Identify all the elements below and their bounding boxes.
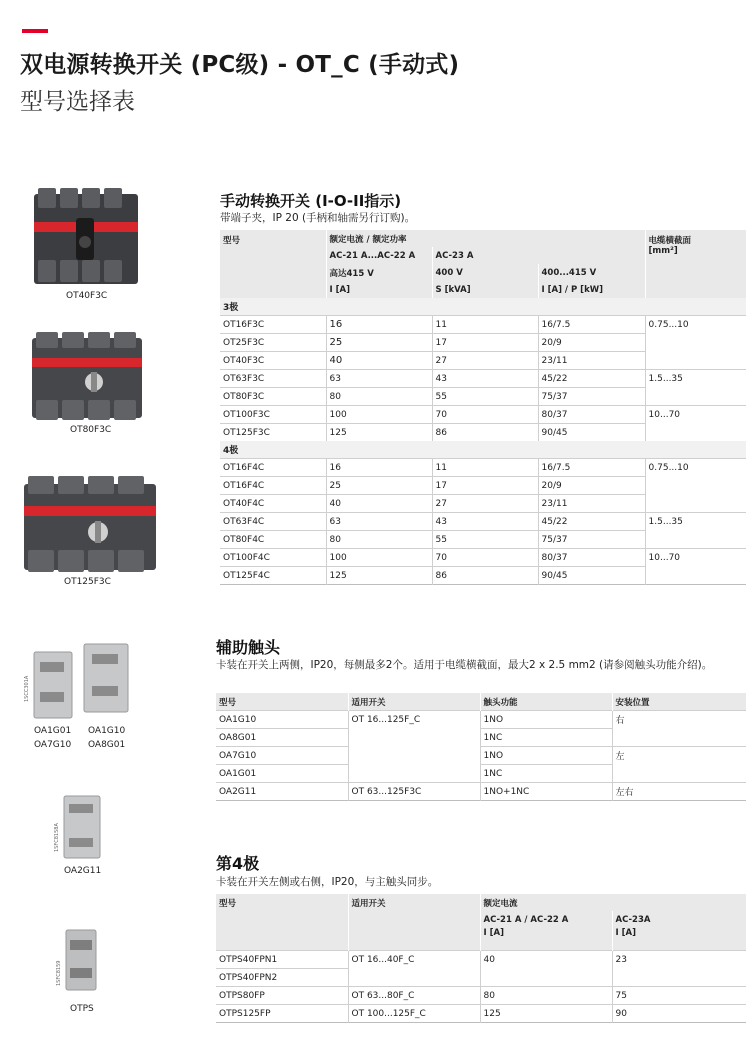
group-row-4pole <box>220 441 746 459</box>
cell-model: OT16F4C <box>220 459 326 477</box>
cell-kva: 17 <box>432 477 538 495</box>
col-model: 型号 <box>216 693 348 711</box>
cell-position <box>612 729 746 747</box>
table-row <box>220 531 746 549</box>
table-row <box>220 370 746 388</box>
cell-cable: 10...70 <box>645 549 746 567</box>
page-title: 双电源转换开关 (PC级) - OT_C (手动式) <box>20 52 460 78</box>
aux-section-title: 辅助触头 <box>216 638 281 657</box>
cell-cable <box>645 424 746 442</box>
group-label: 4极 <box>220 441 746 459</box>
accent-bar <box>22 29 48 33</box>
cell-ip: 80/37 <box>538 406 645 424</box>
cell-model: OT80F3C <box>220 388 326 406</box>
col-model: 型号 <box>216 894 348 951</box>
cell-current: 40 <box>326 352 432 370</box>
cell-function: 1NC <box>480 729 612 747</box>
aux-contact-image <box>26 644 138 720</box>
cell-ip: 16/7.5 <box>538 316 645 334</box>
aux-table <box>216 693 746 801</box>
table-row <box>220 549 746 567</box>
cell-cable: 0.75...10 <box>645 316 746 334</box>
ot80f3c-switch-image <box>28 332 146 422</box>
cell-model: OT80F4C <box>220 531 326 549</box>
table-row <box>216 711 746 729</box>
cell-kva: 55 <box>432 388 538 406</box>
col-cable <box>645 230 746 298</box>
table-row <box>216 747 746 765</box>
cell-model: OT100F4C <box>220 549 326 567</box>
cell-cable <box>645 477 746 495</box>
col-v400-415: 400...415 V <box>538 264 645 281</box>
cell-current: 63 <box>326 370 432 388</box>
cell-ip: 75/37 <box>538 388 645 406</box>
cell-ip: 75/37 <box>538 531 645 549</box>
cell-switch <box>348 765 480 783</box>
cell-kva: 27 <box>432 495 538 513</box>
cell-function: 1NC <box>480 765 612 783</box>
pole4-table <box>216 894 746 1023</box>
cell-model: OA2G11 <box>216 783 348 801</box>
table-row <box>216 765 746 783</box>
switch-section-desc: 带端子夹，IP 20 (手柄和轴需另行订购)。 <box>220 212 416 224</box>
switch-table <box>220 230 746 585</box>
cell-kva: 86 <box>432 424 538 442</box>
col-rated: 额定电流 <box>480 894 746 911</box>
cell-ip: 23/11 <box>538 352 645 370</box>
table-row <box>220 352 746 370</box>
switch-section-title: 手动转换开关 (I-O-II指示) <box>220 192 402 210</box>
cell-current: 63 <box>326 513 432 531</box>
cell-ip: 90/45 <box>538 567 645 585</box>
otps-product-code: 1SFC8159 <box>56 960 62 986</box>
col-ac21: AC-21 A...AC-22 A <box>326 247 432 264</box>
cell-ip: 80/37 <box>538 549 645 567</box>
aux-table-header <box>216 693 746 711</box>
cell-ac21: 80 <box>480 987 612 1005</box>
col-ipkw: I [A] / P [kW] <box>538 281 645 298</box>
cell-model: OT63F3C <box>220 370 326 388</box>
oa2g11-contact-image <box>54 794 104 860</box>
cell-position: 右 <box>612 711 746 729</box>
table-row <box>220 406 746 424</box>
col-cable-label: 电缆横截面 <box>648 236 692 246</box>
pole4-section-desc: 卡装在开关左侧或右侧，IP20，与主触头同步。 <box>216 876 439 888</box>
cell-model: OT40F3C <box>220 352 326 370</box>
cell-kva: 70 <box>432 549 538 567</box>
col-ac23: AC-23 A <box>432 247 645 264</box>
table-row <box>216 729 746 747</box>
cell-current: 125 <box>326 424 432 442</box>
col-ia: I [A] <box>326 281 432 298</box>
cell-switch <box>348 969 480 987</box>
col-ac23: AC-23A <box>612 911 746 928</box>
cell-cable <box>645 567 746 585</box>
cell-ac21: 125 <box>480 1005 612 1023</box>
page-subtitle: 型号选择表 <box>20 89 135 115</box>
cell-model: OT125F3C <box>220 424 326 442</box>
cell-current: 25 <box>326 477 432 495</box>
ot125f3c-switch-image <box>20 476 160 574</box>
cell-ac21 <box>480 969 612 987</box>
cell-cable <box>645 334 746 352</box>
cell-ip: 90/45 <box>538 424 645 442</box>
product-label-oa7g10: OA7G10 <box>34 740 72 750</box>
cell-ac21: 40 <box>480 951 612 969</box>
cell-switch: OT 100...125F_C <box>348 1005 480 1023</box>
cell-kva: 43 <box>432 370 538 388</box>
product-label-oa1g01: OA1G01 <box>34 726 72 736</box>
cell-current: 25 <box>326 334 432 352</box>
cell-function: 1NO+1NC <box>480 783 612 801</box>
cell-model: OA7G10 <box>216 747 348 765</box>
switch-table-header <box>220 230 746 247</box>
cell-position <box>612 765 746 783</box>
table-row <box>220 459 746 477</box>
cell-current: 100 <box>326 549 432 567</box>
cell-ac23 <box>612 969 746 987</box>
cell-ip: 16/7.5 <box>538 459 645 477</box>
cell-cable <box>645 495 746 513</box>
cell-kva: 17 <box>432 334 538 352</box>
product-label-otps: OTPS <box>70 1004 94 1014</box>
table-row <box>220 316 746 334</box>
cell-model: OTPS40FPN1 <box>216 951 348 969</box>
table-row <box>216 969 746 987</box>
cell-model: OA1G10 <box>216 711 348 729</box>
product-label-oa8g01: OA8G01 <box>88 740 126 750</box>
cell-switch: OT 63...80F_C <box>348 987 480 1005</box>
ot40f3c-switch-image <box>30 188 142 288</box>
table-row <box>220 477 746 495</box>
table-row <box>216 951 746 969</box>
col-model: 型号 <box>220 230 326 264</box>
cell-function: 1NO <box>480 711 612 729</box>
col-function: 触头功能 <box>480 693 612 711</box>
cell-model: OT16F3C <box>220 316 326 334</box>
cell-cable <box>645 531 746 549</box>
cell-current: 100 <box>326 406 432 424</box>
table-row <box>220 424 746 442</box>
cell-model: OT25F3C <box>220 334 326 352</box>
table-row <box>220 567 746 585</box>
col-rated: 额定电流 / 额定功率 <box>326 230 645 247</box>
cell-model: OA8G01 <box>216 729 348 747</box>
cell-model: OT100F3C <box>220 406 326 424</box>
col-v400: 400 V <box>432 264 538 281</box>
cell-position: 左右 <box>612 783 746 801</box>
cell-ip: 45/22 <box>538 513 645 531</box>
cell-switch: OT 16...125F_C <box>348 711 480 729</box>
cell-ac23: 23 <box>612 951 746 969</box>
cell-switch <box>348 747 480 765</box>
cell-ip: 20/9 <box>538 334 645 352</box>
pole4-section-title: 第4极 <box>216 854 260 873</box>
cell-switch: OT 16...40F_C <box>348 951 480 969</box>
cell-cable: 1.5...35 <box>645 370 746 388</box>
cell-kva: 11 <box>432 459 538 477</box>
cell-ip: 20/9 <box>538 477 645 495</box>
group-row-3pole <box>220 298 746 316</box>
table-row <box>220 388 746 406</box>
product-label-ot80f3c: OT80F3C <box>70 425 112 435</box>
col-cable-unit: [mm²] <box>648 246 678 256</box>
cell-model: OT63F4C <box>220 513 326 531</box>
cell-model: OTPS80FP <box>216 987 348 1005</box>
cell-model: OTPS40FPN2 <box>216 969 348 987</box>
oa2g11-product-code: 1SFC8158A <box>54 823 60 852</box>
product-label-ot125f3c: OT125F3C <box>64 577 111 587</box>
cell-kva: 70 <box>432 406 538 424</box>
cell-ip: 45/22 <box>538 370 645 388</box>
product-label-oa2g11: OA2G11 <box>64 866 102 876</box>
col-switch: 适用开关 <box>348 894 480 951</box>
cell-switch: OT 63...125F3C <box>348 783 480 801</box>
col-v415: 高达415 V <box>326 264 432 281</box>
col-ia1: I [A] <box>480 928 612 951</box>
table-row <box>220 495 746 513</box>
table-row <box>220 334 746 352</box>
cell-position: 左 <box>612 747 746 765</box>
cell-ac23: 90 <box>612 1005 746 1023</box>
cell-model: OT125F4C <box>220 567 326 585</box>
cell-current: 16 <box>326 316 432 334</box>
cell-switch <box>348 729 480 747</box>
cell-cable <box>645 388 746 406</box>
cell-kva: 27 <box>432 352 538 370</box>
aux-section-desc: 卡装在开关上两侧，IP20，每侧最多2个。适用于电缆横截面，最大2 x 2.5 mm2 (请参阅触头功能介绍)。 <box>216 659 713 671</box>
cell-current: 80 <box>326 531 432 549</box>
group-label: 3极 <box>220 298 746 316</box>
cell-current: 40 <box>326 495 432 513</box>
cell-current: 16 <box>326 459 432 477</box>
product-label-ot40f3c: OT40F3C <box>66 291 108 301</box>
cell-model: OA1G01 <box>216 765 348 783</box>
pole4-table-header <box>216 894 746 911</box>
cell-model: OT40F4C <box>220 495 326 513</box>
table-row <box>220 513 746 531</box>
cell-kva: 11 <box>432 316 538 334</box>
table-row <box>216 1005 746 1023</box>
oa-product-code: 1SCC301A <box>24 675 30 702</box>
cell-model: OT16F4C <box>220 477 326 495</box>
col-skva: S [kVA] <box>432 281 538 298</box>
cell-kva: 86 <box>432 567 538 585</box>
cell-function: 1NO <box>480 747 612 765</box>
cell-cable: 1.5...35 <box>645 513 746 531</box>
cell-current: 80 <box>326 388 432 406</box>
otps-pole-image <box>56 928 102 994</box>
cell-cable: 0.75...10 <box>645 459 746 477</box>
col-switch: 适用开关 <box>348 693 480 711</box>
cell-ip: 23/11 <box>538 495 645 513</box>
table-row <box>216 783 746 801</box>
cell-kva: 55 <box>432 531 538 549</box>
col-position: 安装位置 <box>612 693 746 711</box>
cell-kva: 43 <box>432 513 538 531</box>
cell-model: OTPS125FP <box>216 1005 348 1023</box>
table-row <box>216 987 746 1005</box>
col-model-spacer <box>220 264 326 298</box>
cell-ac23: 75 <box>612 987 746 1005</box>
col-ac21: AC-21 A / AC-22 A <box>480 911 612 928</box>
product-label-oa1g10: OA1G10 <box>88 726 126 736</box>
cell-cable <box>645 352 746 370</box>
cell-current: 125 <box>326 567 432 585</box>
cell-cable: 10...70 <box>645 406 746 424</box>
col-ia2: I [A] <box>612 928 746 951</box>
